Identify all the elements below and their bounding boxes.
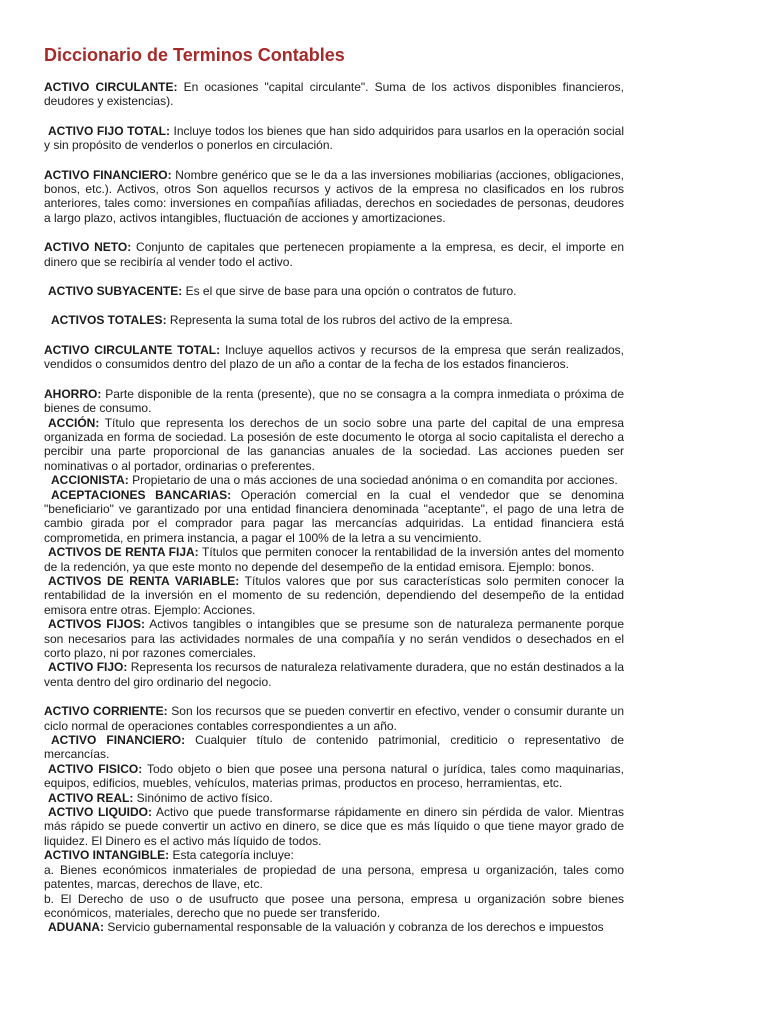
glossary-entry	[44, 488, 624, 546]
glossary-term: ACTIVOS TOTALES:	[51, 313, 167, 328]
glossary-term: ACCIÓN:	[48, 415, 100, 430]
glossary-entry	[44, 848, 624, 862]
glossary-entry	[44, 805, 624, 848]
page-title: Diccionario de Terminos Contables	[44, 45, 345, 65]
glossary-entry	[44, 80, 624, 109]
glossary-entry	[44, 660, 624, 689]
glossary-entry	[44, 545, 624, 574]
glossary-definition: Títulos que permiten conocer la rentabilidad de la inversión antes del momento de la redención, ya que este monto no depende del desempeño de la entidad emisora. Ejemplo: bonos.	[44, 545, 624, 574]
glossary-definition: En ocasiones "capital circulante". Suma de los activos disponibles financieros, deudores y existencias).	[44, 80, 624, 109]
glossary-definition: Todo objeto o bien que posee una persona natural o jurídica, tales como maquinarias, equipos, edificios, muebles, vehículos, materias primas, productos en proceso, herramientas, etc.	[44, 761, 624, 791]
glossary-term: ACTIVO INTANGIBLE:	[44, 848, 170, 863]
glossary-definition: Título que representa los derechos de un socio sobre una parte del capital de una empresa organizada en forma de sociedad. La posesión de este documento le otorga al socio capitalista el derecho a percibir una parte proporcional de las ganancias anuales de la sociedad. Las acciones pueden ser nominativas o al portador, ordinarias o preferentes.	[44, 415, 624, 473]
glossary-definition: Sinónimo de activo físico.	[133, 790, 273, 805]
glossary-definition: Activo que puede transformarse rápidamente en dinero sin pérdida de valor. Mientras más rápido se puede convertir un activo en dinero, se dice que es más líquido o que tiene mayor grado de liquidez. El Dinero es el activo más líquido de todos.	[44, 805, 624, 848]
glossary-definition: Activos tangibles o intangibles que se presume son de naturaleza permanente porque son necesarios para las actividades normales de una compañía y no serán vendidos o desechados en el corto plazo, ni por razones comerciales.	[44, 617, 625, 660]
glossary-definition: Son los recursos que se pueden convertir en efectivo, vender o consumir durante un ciclo normal de operaciones contables correspondientes a un año.	[44, 704, 625, 733]
glossary-entry	[44, 617, 624, 660]
glossary-definition: Títulos valores que por sus características solo permiten conocer la rentabilidad de la inversión en el momento de su redención, dependiendo del desempeño de la entidad emisora entre otras. Ejemplo: Acciones.	[44, 573, 624, 617]
glossary-definition: Incluye aquellos activos y recursos de la empresa que serán realizados, vendidos o consumidos dentro del plazo de un año a contar de la fecha de los estados financieros.	[44, 342, 624, 372]
glossary-term: ACTIVO FINANCIERO:	[51, 733, 186, 748]
glossary-term: ACTIVO FISICO:	[48, 761, 143, 776]
glossary-definition: Cualquier título de contenido patrimonial, crediticio o representativo de mercancías.	[44, 733, 624, 762]
glossary-entry	[44, 240, 624, 269]
glossary-term: ACTIVO CIRCULANTE TOTAL:	[44, 342, 221, 357]
glossary-term: ACTIVO FIJO:	[48, 660, 128, 675]
glossary-term: AHORRO:	[44, 386, 102, 401]
glossary-definition: Nombre genérico que se le da a las inversiones mobiliarias (acciones, obligaciones, bonos, etc.). Activos, otros Son aquellos recursos y activos de la empresa no clasificados en los rubros anteriores, tales como: inversiones en compañías afiliadas, derechos en sociedades de personas, deudores a largo plazo, activos intangibles, fluctuación de acciones y amortizaciones.	[44, 167, 624, 225]
glossary-term: ACTIVO LIQUIDO:	[48, 805, 152, 820]
glossary-term: ACTIVO CORRIENTE:	[44, 704, 168, 719]
glossary-entry	[44, 733, 624, 762]
glossary-definition: Representa la suma total de los rubros del activo de la empresa.	[166, 313, 513, 328]
glossary-entry	[44, 416, 624, 474]
glossary-term: ACTIVO FINANCIERO:	[44, 167, 172, 182]
glossary-entry	[44, 343, 624, 372]
glossary-entry	[44, 892, 624, 921]
glossary-definition: b. El Derecho de uso o de usufructo que posee una persona, empresa u organización sobre bienes económicos, materiales, derecho que no puede ser transferido.	[44, 891, 624, 920]
glossary-definition: Representa los recursos de naturaleza relativamente duradera, que no están destinados a la venta dentro del giro ordinario del negocio.	[44, 660, 625, 689]
glossary-entry	[44, 920, 624, 934]
glossary-entry	[44, 473, 624, 487]
glossary-definition: Es el que sirve de base para una opción o contratos de futuro.	[182, 284, 517, 299]
glossary-definition: Propietario de una o más acciones de una sociedad anónima o en comandita por acciones.	[128, 473, 618, 488]
glossary-term: ACCIONISTA:	[51, 473, 129, 488]
glossary-entry	[44, 168, 624, 226]
document-page	[44, 44, 624, 935]
glossary-term: ACTIVOS FIJOS:	[48, 617, 145, 632]
glossary-definition: Operación comercial en la cual el vendedor que se denomina "beneficiario" ve garantizado por una entidad financiera denominada "aceptante", el pago de una letra de cambio girada por el comprador para pagar las mercancías adquiridas. La entidad financiera está comprometida, en primera instancia, a pagar el 100% de la letra a su vencimiento.	[44, 487, 624, 545]
glossary-entry	[44, 574, 624, 617]
glossary-entry	[44, 704, 624, 733]
glossary-entry	[44, 863, 624, 892]
glossary-entry	[44, 791, 624, 805]
glossary-definition: Parte disponible de la renta (presente), que no se consagra a la compra inmediata o próxima de bienes de consumo.	[44, 386, 624, 416]
glossary-definition: Conjunto de capitales que pertenecen propiamente a la empresa, es decir, el importe en dinero que se recibiría al vender todo el activo.	[44, 240, 624, 269]
glossary-term: ACTIVOS DE RENTA VARIABLE:	[48, 573, 240, 588]
glossary-definition: a. Bienes económicos inmateriales de propiedad de una persona, empresa u organización, tales como patentes, marcas, derechos de llave, etc.	[44, 862, 624, 892]
glossary-definition: Esta categoría incluye:	[169, 848, 294, 863]
glossary-term: ACEPTACIONES BANCARIAS:	[51, 487, 232, 502]
glossary-entry	[44, 762, 624, 791]
glossary-term: ACTIVO REAL:	[48, 790, 134, 805]
glossary-term: ACTIVO CIRCULANTE:	[44, 80, 178, 94]
glossary-term: ACTIVO SUBYACENTE:	[48, 284, 183, 299]
glossary-entry	[44, 313, 624, 327]
glossary-term: ACTIVOS DE RENTA FIJA:	[48, 545, 199, 560]
glossary-term: ADUANA:	[48, 920, 104, 935]
glossary-term: ACTIVO FIJO TOTAL:	[48, 123, 170, 138]
glossary-entry	[44, 284, 624, 298]
glossary-entry	[44, 387, 624, 416]
glossary-definition: Incluye todos los bienes que han sido adquiridos para usarlos en la operación social y sin propósito de venderlos o ponerlos en circulación.	[44, 123, 624, 153]
glossary-definition: Servicio gubernamental responsable de la valuación y cobranza de los derechos e impuestos	[104, 920, 604, 935]
entries-list	[44, 80, 624, 935]
glossary-term: ACTIVO NETO:	[44, 240, 132, 255]
glossary-entry	[44, 124, 624, 153]
